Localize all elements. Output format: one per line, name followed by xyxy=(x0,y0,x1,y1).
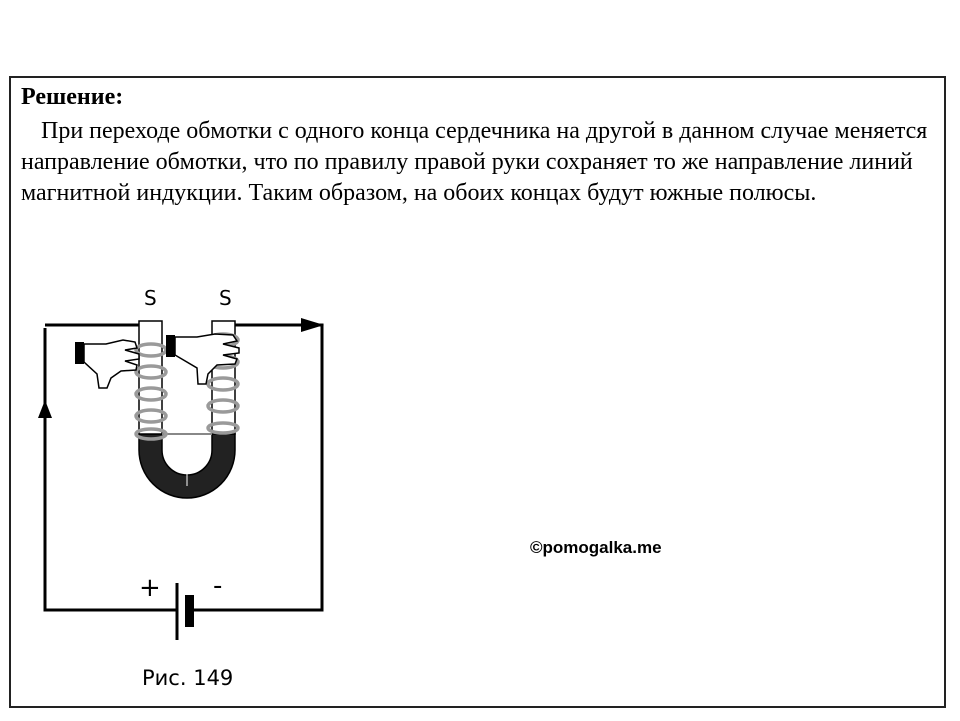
solution-text: При переходе обмотки с одного конца сердечника на другой в данном случае меняется направление обмотки, что по правилу правой руки сохраняет то же направление линий магнитной индукции. Таким образом, на обоих концах будут южные полюсы. xyxy=(21,118,928,206)
solution-heading: Решение: xyxy=(21,84,124,110)
electromagnet-figure xyxy=(11,78,944,706)
pole-label-left: S xyxy=(144,286,157,310)
right-hand-left-icon xyxy=(75,340,139,388)
watermark: ©pomogalka.me xyxy=(530,538,662,557)
pole-label-right: S xyxy=(219,286,232,310)
battery-icon xyxy=(177,583,194,640)
figure-caption: Рис. 149 xyxy=(142,666,234,690)
solution-frame xyxy=(9,76,946,708)
battery-plus-sign: + xyxy=(139,573,161,603)
current-arrow-up xyxy=(38,400,52,418)
circuit-wire xyxy=(45,325,322,610)
battery-minus-sign: - xyxy=(213,571,223,601)
